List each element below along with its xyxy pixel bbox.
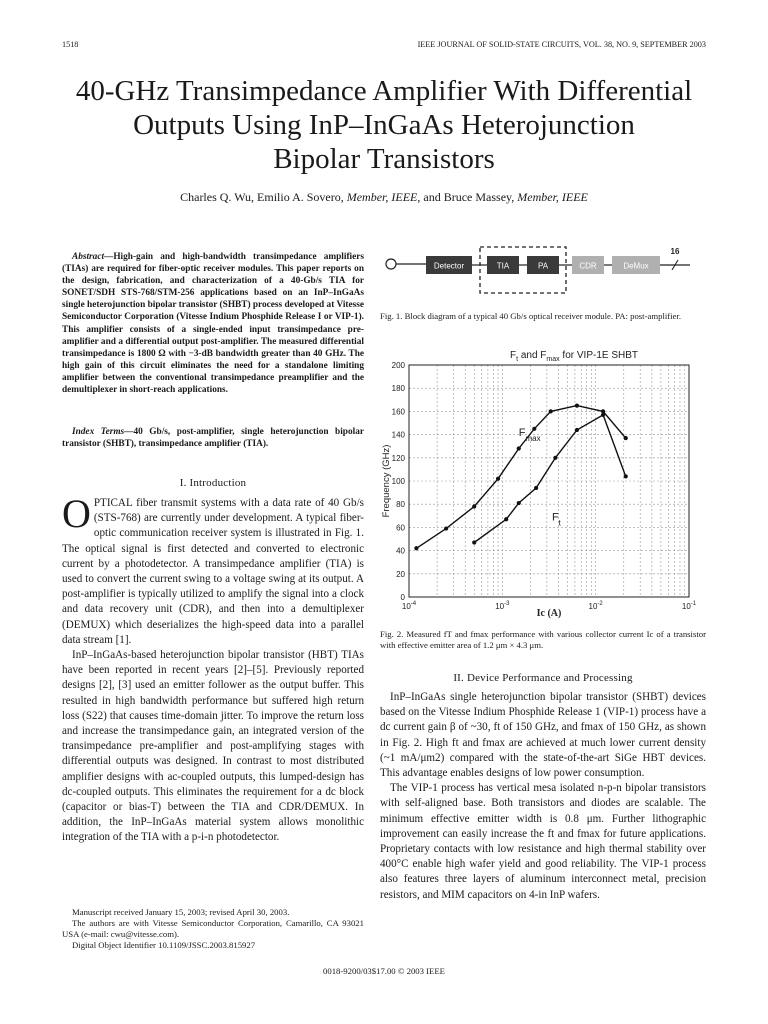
- data-point: [517, 501, 521, 505]
- y-tick-label: 40: [396, 546, 405, 556]
- index-terms-text: —40 Gb/s, post-amplifier, single heterojunction bipolar transistor (SHBT), transimpedance amplifier (TIA).: [62, 427, 364, 450]
- paragraph-text: PTICAL fiber transmit systems with a data rate of 40 Gb/s (STS-768) are currently under development. A typical fiber-optic communication receiver system is illustrated in Fig. 1. The optical signal is first detected and converted to electronic current by a photodetector. A transimpedance amplifier (TIA) is used to convert the current swing to a voltage swing at its output. A post-amplifier is typically utilized to amplify the signal into a clock and data recovery unit (CDR), and then into a demultiplexer (DEMUX) which deserializes the high-speed data into a parallel data stream [1].: [62, 497, 364, 646]
- title-part: for VIP-1E SHBT: [559, 350, 639, 361]
- data-point: [472, 540, 476, 544]
- index-terms-label: Index Terms: [72, 427, 125, 437]
- y-tick-label: 180: [391, 384, 405, 394]
- series-labels: [519, 427, 562, 528]
- paragraph: The VIP-1 process has vertical mesa isolated n-p-n bipolar transistors with self-aligned base. Both transistors and diodes are scalable. The minimum effective emitter width is 0.8 μm. Further lithographic improvement can easily increase the ft and fmax for future applications. Proprietary contacts with low resistance and high thermal stability over 400°C enable high wafer yield and good reliability. The VIP-1 process also features three layers of aluminum interconnect metal, precision resistors, and MIM capacitors on 4-in InP wafers.: [380, 782, 706, 901]
- author-membership: Member, IEEE: [346, 190, 418, 204]
- fig2-caption-text: Fig. 2. Measured fT and fmax performance with various collector current Ic of a transistor with effective emitter area of 1.2 μm × 4.3 μm.: [380, 629, 706, 651]
- y-tick-label: 100: [391, 477, 405, 486]
- data-point: [472, 504, 476, 508]
- data-point: [496, 477, 500, 481]
- copyright-line: 0018-9200/03$17.00 © 2003 IEEE: [323, 966, 445, 976]
- data-point: [575, 428, 579, 432]
- y-tick-label: 140: [391, 430, 405, 440]
- page-number: 1518: [62, 40, 79, 49]
- running-header: IEEE JOURNAL OF SOLID-STATE CIRCUITS, VOL. 38, NO. 9, SEPTEMBER 2003: [417, 40, 706, 49]
- index-terms: [62, 426, 364, 450]
- x-tick-label: $10^{-2}$: [588, 601, 603, 611]
- author-line: [30, 190, 738, 205]
- figure-caption: [380, 629, 706, 651]
- section-heading: I. Introduction: [179, 477, 247, 489]
- block-label: CDR: [579, 261, 597, 271]
- abstract: [62, 251, 364, 396]
- data-point: [504, 517, 508, 521]
- y-tick-label: 0: [400, 593, 405, 602]
- fmax-ft-chart: [374, 340, 708, 622]
- chart-grid: [409, 365, 689, 597]
- y-axis-label: Frequency (GHz): [381, 444, 392, 518]
- series-label: $F_t$: [551, 511, 561, 528]
- title-subscript: max: [546, 356, 560, 363]
- author-names: Charles Q. Wu, Emilio A. Sovero,: [180, 190, 347, 204]
- footnote-affiliation: The authors are with Vitesse Semiconductor Corporation, Camarillo, CA 93021 USA (e-mail: cwu@vitesse.com).: [62, 918, 364, 940]
- data-point: [549, 409, 553, 413]
- data-point: [553, 456, 557, 460]
- y-tick-label: 80: [396, 500, 405, 510]
- title-line: Outputs Using InP–InGaAs Heterojunction: [133, 109, 635, 141]
- y-tick-label: 60: [396, 523, 405, 533]
- drop-cap: O: [62, 491, 91, 536]
- series-label: $F_{max}$: [518, 426, 541, 443]
- y-tick-label: 120: [391, 453, 405, 463]
- title-part: F: [509, 350, 517, 361]
- data-point: [534, 486, 538, 490]
- x-tick-label: $10^{-1}$: [681, 601, 697, 611]
- data-point: [575, 404, 579, 408]
- section-heading: II. Device Performance and Processing: [453, 672, 633, 684]
- author-names: , and Bruce Massey,: [417, 190, 518, 204]
- block-label: TIA: [496, 261, 510, 271]
- chart-title: [510, 350, 638, 363]
- data-point: [414, 546, 418, 550]
- photodiode-icon: [386, 259, 426, 269]
- figure-caption: Fig. 1. Block diagram of a typical 40 Gb/s optical receiver module. PA: post-amplifier.: [380, 311, 682, 321]
- data-point: [624, 474, 628, 478]
- block-label: DeMux: [623, 261, 649, 271]
- author-membership: Member, IEEE: [517, 190, 588, 204]
- y-tick-label: 200: [391, 361, 405, 370]
- title-line: 40-GHz Transimpedance Amplifier With Differential: [75, 75, 693, 107]
- x-axis-label: Ic (A): [536, 608, 562, 619]
- paragraph: InP–InGaAs-based heterojunction bipolar transistor (HBT) TIAs have been reported in recent years [2]–[5]. Previously reported designs [2], [3] used an emitter follower as the output buffer. This resulted in high bandwidth performance but suffered high return loss (S22) that causes time-domain jitter. To improve the return loss and increase the transimpedance gain, an integrated version of the transimpedance pre-amplifier and post-amplifying stages with differential outputs was designed. In contrast to most distributed amplifier designs with ac-coupled outputs, this lumped-design has dc-coupled outputs. This eliminates the requirement for a dc block (capacitor or bias-T) between the TIA and CDR/DEMUX. In addition, the InP–InGaAs material system allows monolithic integration of the TIA with a p-i-n photodetector.: [62, 649, 364, 844]
- paragraph: InP–InGaAs single heterojunction bipolar transistor (SHBT) devices based on the Vitesse Indium Phosphide Release 1 (VIP-1) process have a dc current gain β of ~30, ft of 150 GHz, and fmax of 150 GHz, as shown in Fig. 2. High ft and fmax are achieved at much lower current density (~1 mA/μm2) compared with the state-of-the-art SiGe HBT devices. This advantage enables designs of low power consumption.: [380, 691, 706, 780]
- footnote-received: Manuscript received January 15, 2003; revised April 30, 2003.: [72, 907, 290, 917]
- block-label: PA: [537, 261, 549, 271]
- data-point: [601, 413, 605, 417]
- title-line: Bipolar Transistors: [273, 143, 495, 175]
- data-point: [532, 427, 536, 431]
- block-diagram: [380, 243, 706, 299]
- section-body: [62, 491, 364, 846]
- footnote: [62, 907, 364, 951]
- title-part: and F: [518, 350, 547, 361]
- footnote-doi: Digital Object Identifier 10.1109/JSSC.2003.815927: [72, 940, 256, 951]
- bus-width-label: 16: [670, 247, 680, 256]
- x-tick-label: $10^{-4}$: [401, 601, 417, 611]
- x-tick-label: $10^{-3}$: [495, 601, 510, 611]
- paragraph: [62, 491, 364, 648]
- y-tick-label: 160: [391, 407, 405, 417]
- abstract-label: Abstract: [72, 252, 105, 262]
- title-subscript: t: [516, 356, 519, 363]
- paper-title: [30, 74, 738, 176]
- y-tick-label: 20: [396, 569, 405, 579]
- section-body: [380, 690, 706, 903]
- block-label: Detector: [433, 261, 465, 271]
- y-axis: [392, 361, 406, 602]
- data-point: [444, 526, 448, 530]
- data-point: [517, 446, 521, 450]
- data-point: [624, 436, 628, 440]
- abstract-text: —High-gain and high-bandwidth transimpedance amplifiers (TIAs) are required for fiber-optic receiver modules. This paper reports on the design, fabrication, and characterization of a 40-Gb/s TIA for SONET/SDH STS-768/STM-256 applications based on an InP–InGaAs single heterojunction bipolar transistor (SHBT) process developed at Vitesse Semiconductor Corporation (Vitesse Indium Phosphide Release I or VIP-1). This amplifier consists of a single-ended input transimpedance pre-amplifier and a differential output post-amplifier. The measured differential transimpedance is 1800 Ω with −3-dB bandwidth greater than 40 GHz. The high gain of this circuit eliminates the need for a standalone limiting amplifier between the conventional transimpedance preamplifier and the demultiplexer in short-reach applications.: [62, 252, 364, 396]
